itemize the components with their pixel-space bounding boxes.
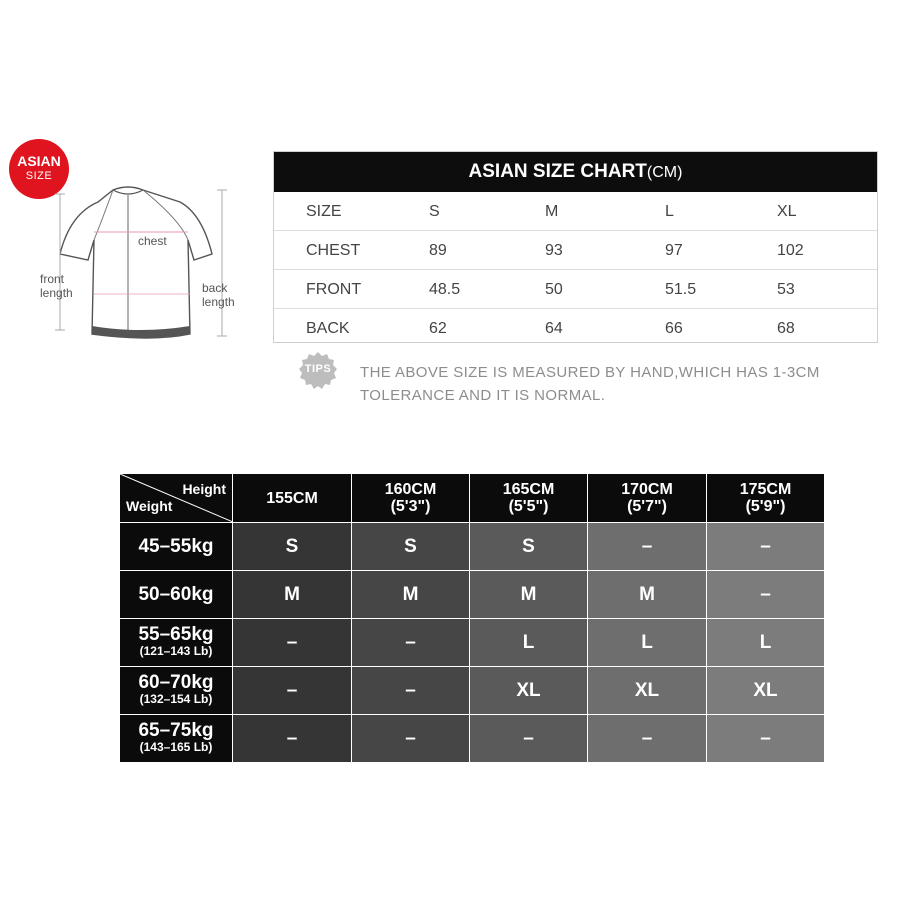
height-header — [470, 474, 588, 523]
size-chart-row — [274, 231, 877, 270]
fit-table — [119, 473, 825, 763]
size-cell: – — [707, 523, 825, 571]
height-header — [233, 474, 352, 523]
fit-table-row — [120, 523, 825, 571]
row-label: FRONT — [306, 281, 362, 298]
cell-m: M — [545, 203, 559, 220]
corner-cell — [120, 474, 233, 523]
cell-l: L — [665, 203, 674, 220]
size-cell: – — [588, 523, 707, 571]
tips-line2: TOLERANCE AND IT IS NORMAL. — [360, 387, 606, 404]
size-chart-title — [274, 152, 877, 192]
weight-label — [120, 571, 233, 619]
size-chart-row — [274, 270, 877, 309]
size-cell: M — [352, 571, 470, 619]
size-cell: L — [470, 619, 588, 667]
height-cm: 165CM — [502, 481, 555, 498]
cell-s: S — [429, 203, 440, 220]
weight-lb: (132–154 Lb) — [139, 692, 213, 706]
size-chart-row — [274, 192, 877, 231]
tips-line1: THE ABOVE SIZE IS MEASURED BY HAND,WHICH HAS 1-3CM — [360, 364, 820, 381]
weight-label — [120, 523, 233, 571]
tips-label: TIPS — [304, 363, 332, 375]
fit-table-header — [120, 474, 825, 523]
size-cell: XL — [470, 667, 588, 715]
size-cell: XL — [707, 667, 825, 715]
cell-m: 93 — [545, 242, 563, 259]
size-chart-row — [274, 309, 877, 347]
cell-s: 89 — [429, 242, 447, 259]
row-label: CHEST — [306, 242, 361, 259]
height-cm: 160CM — [384, 481, 437, 498]
cell-s: 48.5 — [429, 281, 461, 298]
size-cell: S — [470, 523, 588, 571]
fit-table-row — [120, 667, 825, 715]
height-ft: (5'7") — [627, 498, 667, 515]
size-cell: – — [707, 715, 825, 763]
cell-m: 50 — [545, 281, 563, 298]
back-length-label: back length — [202, 281, 235, 309]
cell-s: 62 — [429, 320, 447, 337]
weight-label — [120, 667, 233, 715]
weight-label — [120, 619, 233, 667]
height-header — [707, 474, 825, 523]
height-ft: (5'5") — [508, 498, 549, 515]
badge-line2: SIZE — [25, 170, 53, 182]
size-cell: M — [233, 571, 352, 619]
size-chart-title-text: ASIAN SIZE CHART — [468, 161, 647, 182]
height-cm: 170CM — [621, 481, 673, 498]
size-cell: – — [233, 715, 352, 763]
corner-weight-label: Weight — [126, 498, 173, 514]
weight-lb: (143–165 Lb) — [139, 740, 213, 754]
corner-height-label: Height — [182, 481, 226, 497]
cell-l: 97 — [665, 242, 683, 259]
size-cell: M — [588, 571, 707, 619]
row-label: SIZE — [306, 203, 342, 220]
tips-text — [360, 361, 880, 407]
size-cell: – — [470, 715, 588, 763]
tips-icon — [298, 351, 338, 391]
weight-label — [120, 715, 233, 763]
chest-label: chest — [138, 234, 167, 248]
size-cell: – — [707, 571, 825, 619]
size-cell: – — [352, 715, 470, 763]
fit-table-row — [120, 619, 825, 667]
cell-xl: 53 — [777, 281, 795, 298]
height-ft: (5'9") — [745, 498, 786, 515]
cell-m: 64 — [545, 320, 563, 337]
height-header — [588, 474, 707, 523]
cell-l: 51.5 — [665, 281, 697, 298]
cell-l: 66 — [665, 320, 683, 337]
size-cell: – — [588, 715, 707, 763]
fit-table-row — [120, 715, 825, 763]
size-chart-unit: (CM) — [646, 164, 683, 181]
size-cell: S — [352, 523, 470, 571]
size-cell: S — [233, 523, 352, 571]
height-ft: (5'3") — [390, 498, 431, 515]
cell-xl: XL — [777, 203, 797, 220]
weight-kg: 60–70kg — [138, 672, 214, 693]
size-cell: L — [707, 619, 825, 667]
size-cell: – — [352, 667, 470, 715]
size-cell: L — [588, 619, 707, 667]
weight-kg: 65–75kg — [138, 720, 214, 741]
weight-kg: 50–60kg — [138, 583, 214, 605]
row-label: BACK — [306, 320, 350, 337]
cell-xl: 102 — [777, 242, 804, 259]
weight-lb: (121–143 Lb) — [139, 644, 213, 658]
cell-xl: 68 — [777, 320, 795, 337]
jersey-diagram — [30, 180, 260, 350]
weight-kg: 45–55kg — [138, 535, 214, 557]
size-cell: M — [470, 571, 588, 619]
front-length-label: front length — [40, 272, 73, 300]
height-header — [352, 474, 470, 523]
size-cell: XL — [588, 667, 707, 715]
jersey-illustration — [30, 180, 260, 350]
weight-kg: 55–65kg — [138, 624, 214, 645]
size-cell: – — [233, 667, 352, 715]
size-cell: – — [352, 619, 470, 667]
size-cell: – — [233, 619, 352, 667]
height-cm: 175CM — [739, 481, 792, 498]
height-cm: 155CM — [266, 489, 318, 507]
badge-line1: ASIAN — [17, 153, 61, 169]
asian-size-chart — [273, 151, 878, 343]
fit-table-row — [120, 571, 825, 619]
